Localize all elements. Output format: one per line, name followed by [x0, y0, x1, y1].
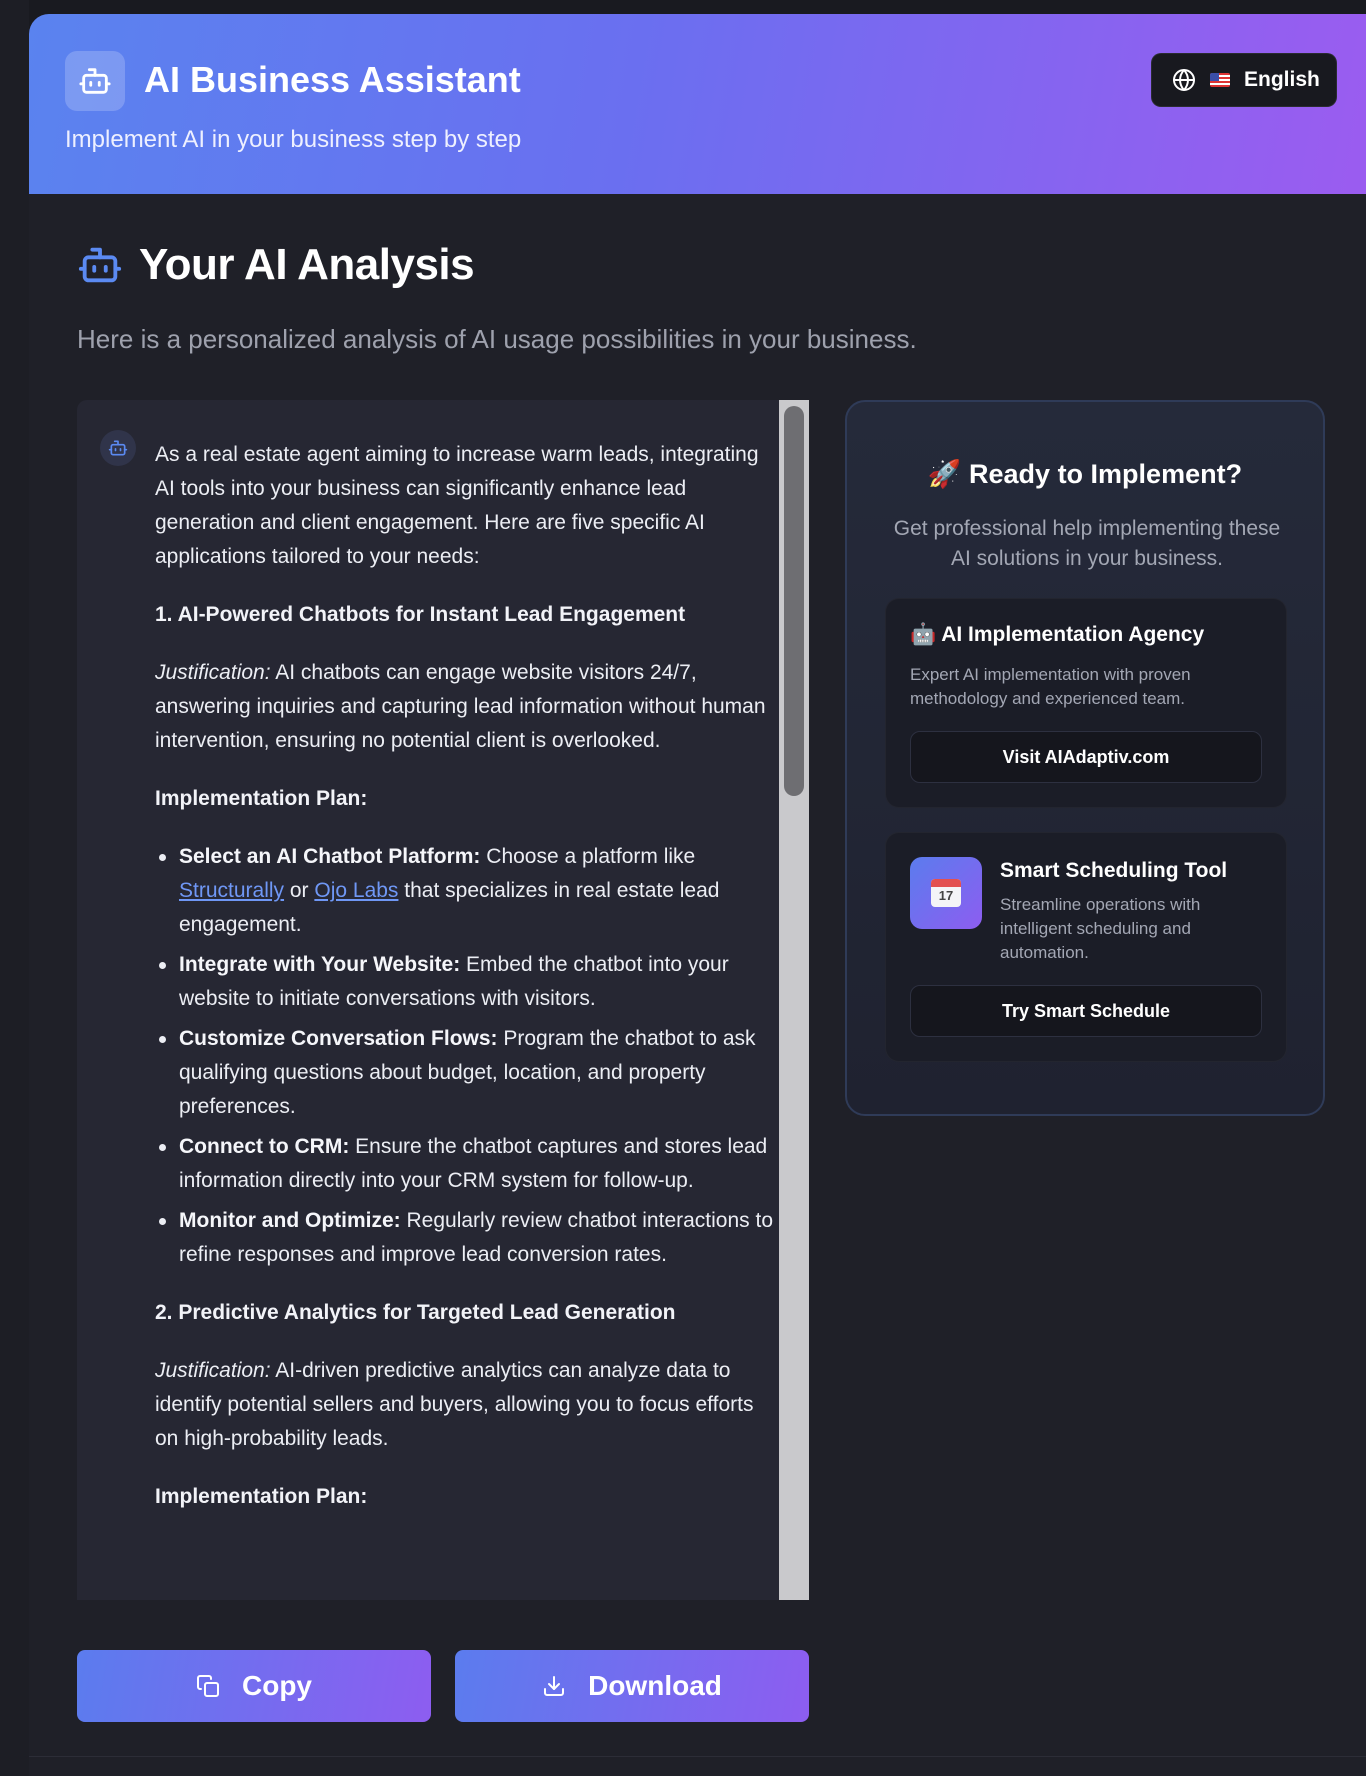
ojo-labs-link[interactable]: Ojo Labs	[314, 879, 399, 902]
scheduler-description: Streamline operations with intelligent scheduling and automation.	[1000, 895, 1201, 962]
app-header	[29, 14, 1366, 194]
item-text: Regularly review chatbot interactions to refine responses and improve lead conversion rates.	[179, 1209, 774, 1266]
plan-heading: Implementation Plan:	[155, 787, 368, 810]
analysis-heading	[77, 240, 474, 290]
item-label: Select an AI Chatbot Platform:	[179, 845, 481, 868]
copy-button[interactable]	[77, 1650, 431, 1722]
divider	[29, 1756, 1366, 1757]
promo-title: 🚀 Ready to Implement?	[927, 459, 1243, 489]
list-item	[155, 1022, 779, 1124]
globe-icon	[1172, 68, 1196, 92]
item-text: Choose a platform like	[480, 845, 696, 868]
justification-text: AI-driven predictive analytics can analyze data to identify potential sellers and buyers, allowing you to focus efforts on high-probability leads.	[155, 1359, 754, 1450]
scrollbar-track[interactable]	[779, 400, 809, 1600]
language-label: English	[1244, 68, 1320, 91]
structurally-link[interactable]: Structurally	[179, 879, 285, 902]
robot-icon	[108, 438, 128, 458]
list-item	[155, 840, 779, 942]
section-heading: 2. Predictive Analytics for Targeted Lead Generation	[155, 1301, 676, 1324]
language-selector[interactable]	[1151, 53, 1337, 107]
agency-description: Expert AI implementation with proven methodology and experienced team.	[910, 665, 1191, 708]
justification-paragraph	[155, 656, 779, 758]
copy-label: Copy	[242, 1670, 312, 1701]
calendar-day: 17	[938, 888, 954, 903]
copy-icon	[196, 1674, 220, 1698]
implementation-promo	[845, 400, 1325, 1116]
justification-label: Justification:	[155, 661, 271, 684]
app-subtitle: Implement AI in your business step by step	[65, 126, 522, 153]
item-label: Connect to CRM:	[179, 1135, 350, 1158]
item-label: Integrate with Your Website:	[179, 953, 461, 976]
us-flag-icon	[1210, 73, 1230, 87]
robot-icon	[65, 51, 125, 111]
agency-title: 🤖 AI Implementation Agency	[910, 623, 1205, 646]
justification-label: Justification:	[155, 1359, 271, 1382]
list-item	[155, 1204, 779, 1272]
item-text: that specializes in real estate lead engagement.	[179, 879, 720, 936]
item-text: Embed the chatbot into your website to initiate conversations with visitors.	[179, 953, 729, 1010]
robot-icon	[77, 242, 123, 288]
page-title: Your AI Analysis	[139, 240, 475, 289]
analysis-message	[155, 438, 779, 1538]
download-label: Download	[588, 1670, 722, 1701]
item-label: Customize Conversation Flows:	[179, 1027, 498, 1050]
list-item	[155, 948, 779, 1016]
justification-paragraph	[155, 1354, 779, 1456]
app-title: AI Business Assistant	[144, 59, 521, 100]
try-schedule-button[interactable]: Try Smart Schedule	[910, 985, 1262, 1037]
download-button[interactable]	[455, 1650, 809, 1722]
analysis-panel[interactable]	[77, 400, 809, 1600]
promo-subtitle: Get professional help implementing these AI solutions in your business.	[893, 517, 1281, 570]
plan-heading: Implementation Plan:	[155, 1485, 368, 1508]
analysis-content	[77, 400, 779, 1600]
list-item	[155, 1130, 779, 1198]
download-icon	[542, 1674, 566, 1698]
item-text: Ensure the chatbot captures and stores lead information directly into your CRM system for follow-up.	[179, 1135, 768, 1192]
visit-agency-button[interactable]: Visit AIAdaptiv.com	[910, 731, 1262, 783]
justification-text: AI chatbots can engage website visitors 24/7, answering inquiries and capturing lead information without human intervention, ensuring no potential client is overlooked.	[155, 661, 766, 752]
intro-paragraph: As a real estate agent aiming to increase warm leads, integrating AI tools into your business can significantly enhance lead generation and client engagement. Here are five specific AI applications tailored to your needs:	[155, 443, 759, 568]
section-heading: 1. AI-Powered Chatbots for Instant Lead Engagement	[155, 603, 686, 626]
scheduler-card	[885, 832, 1287, 1062]
page-subtitle: Here is a personalized analysis of AI usage possibilities in your business.	[77, 324, 917, 354]
assistant-avatar	[100, 430, 136, 466]
item-text: Program the chatbot to ask qualifying questions about budget, location, and property preferences.	[179, 1027, 756, 1118]
calendar-icon	[910, 857, 982, 929]
item-text: or	[284, 879, 315, 902]
plan-list	[155, 840, 779, 1272]
scheduler-title: Smart Scheduling Tool	[1000, 859, 1228, 882]
window-edge	[0, 0, 29, 1776]
scrollbar-thumb[interactable]	[784, 406, 804, 796]
app-window	[29, 14, 1366, 1776]
agency-card	[885, 598, 1287, 808]
item-label: Monitor and Optimize:	[179, 1209, 401, 1232]
